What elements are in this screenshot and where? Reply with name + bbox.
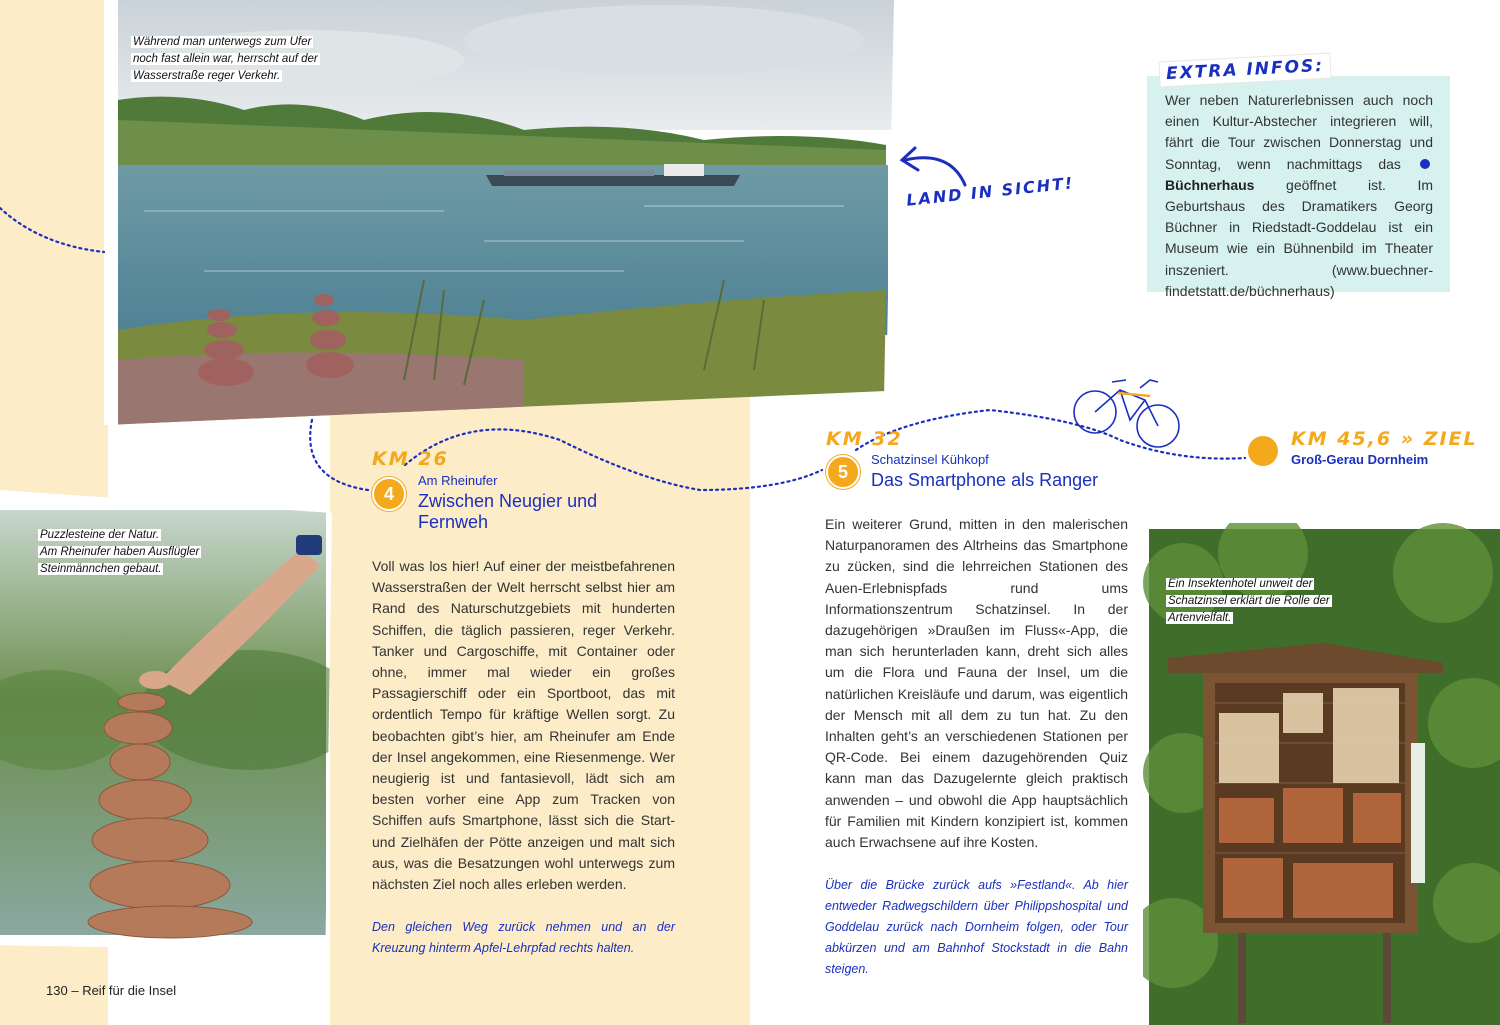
km-label-goal: KM 45,6 » ZIEL — [1291, 428, 1478, 450]
caption-line: Artenvielfalt. — [1168, 612, 1232, 624]
footer-dash: – — [71, 983, 79, 998]
page-footer — [46, 983, 176, 998]
land-in-sicht-note: LAND IN SICHT! — [905, 173, 1076, 210]
caption-line: Steinmännchen gebaut. — [40, 563, 162, 575]
caption-line: noch fast allein war, herrscht auf der — [133, 53, 318, 65]
bicycle-icon — [1074, 380, 1179, 447]
stop-number-badge: 4 — [372, 477, 406, 511]
extra-text-before: Wer neben Naturerlebnissen auch noch einen Kultur-Abstecher integrieren will, fährt die Tour zwischen Donnerstag und Sonntag, wenn nachmittags das — [1165, 92, 1433, 172]
km-label-stop-4: KM 26 — [372, 448, 449, 470]
body-text-left: Voll was los hier! Auf einer der meistbefahrenen Wasserstraßen der Welt herrscht selbst hier am Rand des Naturschutzgebiets mit hunderten Schiffen, die täglich passieren, reger Verkehr. Tanker und Cargoschiffe, mit Container oder ohne, immer mal wieder ein großes Passagierschiff oder ein Sportboot, das mit ordentlich Tempo für kräftige Wellen sorgt. Zu beobachten gibt’s hier, am Rheinufer am Ende der Insel angekommen, eine Riesenmenge. Wer neugierig ist und fantasievoll, lädt sich am besten vorher eine App zum Tracken von Schiffen aufs Smartphone, lässt sich die Start- und Zielhäfen der Pötte anzeigen und malt sich aus, was die Besatzungen wohl unterwegs zum nächsten Ziel noch alles erleben werden. — [372, 558, 675, 893]
goal-subtitle: Groß-Gerau Dornheim — [1291, 452, 1429, 467]
goal-marker — [1248, 436, 1278, 466]
extra-infos-text — [1165, 90, 1433, 302]
stop-title: Zwischen Neugier und Fernweh — [418, 491, 598, 532]
stop-subtitle: Schatzinsel Kühkopf — [871, 452, 989, 467]
body-text-right: Ein weiterer Grund, mitten in den malerischen Naturpanoramen des Altrheins das Smartphone zu zücken, sind die lehrreichen Stationen des Auen-Erlebnispfads rund ums Informationszentrum Schatzinsel. In der dazugehörigen »Draußen im Fluss«-App, die man sich herunterladen kann, dreht sich alles um die Flora und Fauna der Insel, um die natürlichen Kreisläufe und darum, was eigentlich der Mensch mit all dem zu tun hat. Zu den Inhalten geht’s an verschiedenen Stationen per QR-Code. Bei einem dazugehörenden Quiz kann man das Dazugelernte gleich praktisch anwenden – und obwohl die App hauptsächlich für Familien mit Kindern konzipiert ist, kommen auch Erwachsene auf ihre Kosten. — [825, 516, 1128, 851]
stop-subtitle: Am Rheinufer — [418, 473, 498, 488]
stop-number-badge: 5 — [826, 455, 860, 489]
caption-line: Puzzlesteine der Natur. — [40, 529, 160, 541]
stop-title: Das Smartphone als Ranger — [871, 470, 1099, 490]
km-label-stop-5: KM 32 — [826, 428, 903, 450]
location-dot-icon — [1420, 159, 1430, 169]
arrow-icon — [902, 148, 965, 185]
route-note-right: Über die Brücke zurück aufs »Festland«. Ab hier entweder Radwegschildern über Philippshospital und Goddelau zurück nach Dornheim folgen, oder Tour abkürzen und am Bahnhof Stockstadt in die Bahn steigen. — [825, 878, 1128, 976]
route-note-left: Den gleichen Weg zurück nehmen und an der Kreuzung hinterm Apfel-Lehrpfad rechts halten. — [372, 920, 675, 955]
page-number: 130 — [46, 983, 68, 998]
caption-line: Schatzinsel erklärt die Rolle der — [1168, 595, 1330, 607]
caption-line: Während man unterwegs zum Ufer — [133, 36, 312, 48]
caption-line: Wasserstraße reger Verkehr. — [133, 70, 281, 82]
caption-line: Ein Insektenhotel unweit der — [1168, 578, 1313, 590]
extra-infos-tag: EXTRA INFOS: — [1159, 54, 1330, 87]
caption-line: Am Rheinufer haben Ausflügler — [40, 546, 200, 558]
extra-text-after: geöffnet ist. Im Geburtshaus des Dramatikers Georg Büchner in Riedstadt-Goddelau ist ein Museum wie ein Bühnenbild im Theater inszeniert. (www.buechner-findetstatt.de/büchnerhaus) — [1165, 176, 1433, 299]
extra-bold-link: Büchnerhaus — [1165, 176, 1255, 193]
section-title: Reif für die Insel — [82, 983, 177, 998]
